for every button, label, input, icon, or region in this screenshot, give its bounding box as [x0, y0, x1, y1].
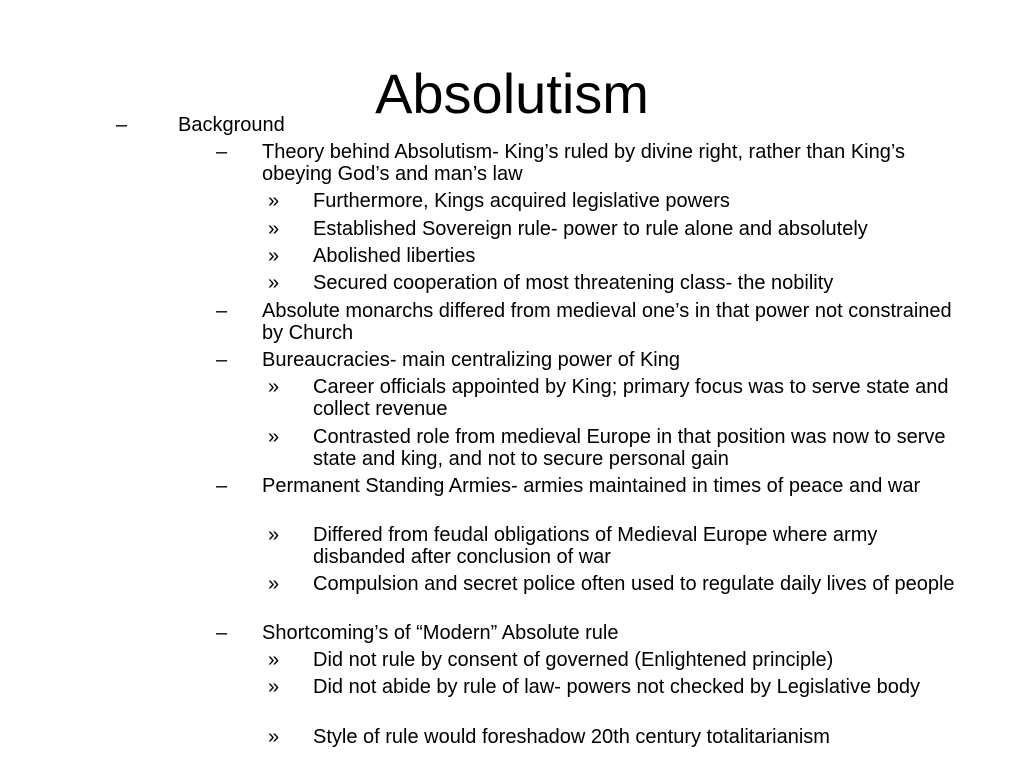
bullet-marker: » [268, 649, 280, 671]
list-item-text: Secured cooperation of most threatening class- the nobility [313, 272, 834, 294]
bullet-marker: » [268, 426, 280, 448]
list-item-text: Permanent Standing Armies- armies maintained in times of peace and war [262, 475, 921, 497]
list-item-text: Did not rule by consent of governed (Enlightened principle) [313, 649, 834, 671]
list-item-text: Theory behind Absolutism- King’s ruled by divine right, rather than King’s obeying God’s and man’s law [262, 141, 905, 185]
list-item-text: Contrasted role from medieval Europe in that position was now to serve state and king, and not to secure personal gain [313, 426, 946, 470]
bullet-marker: » [268, 573, 280, 595]
bullet-marker: – [216, 622, 228, 644]
bullet-marker: » [268, 376, 280, 398]
slide-title: Absolutism [375, 62, 649, 125]
bullet-marker: – [216, 141, 228, 163]
bullet-marker: – [216, 349, 228, 371]
bullet-marker: » [268, 245, 280, 267]
list-item-text: Background [178, 114, 285, 136]
list-item-text: Furthermore, Kings acquired legislative powers [313, 190, 730, 212]
list-item-text: Style of rule would foreshadow 20th century totalitarianism [313, 726, 830, 748]
bullet-marker: » [268, 272, 280, 294]
bullet-marker: » [268, 190, 280, 212]
bullet-marker: » [268, 676, 280, 698]
list-item-text: Shortcoming’s of “Modern” Absolute rule [262, 622, 619, 644]
list-item-text: Established Sovereign rule- power to rule alone and absolutely [313, 218, 868, 240]
bullet-marker: – [116, 114, 128, 136]
list-item-text: Absolute monarchs differed from medieval one’s in that power not constrained by Church [262, 300, 952, 344]
list-item-text: Abolished liberties [313, 245, 476, 267]
list-item-text: Career officials appointed by King; primary focus was to serve state and collect revenue [313, 376, 949, 420]
bullet-marker: » [268, 218, 280, 240]
bullet-marker: » [268, 524, 280, 546]
list-item-text: Did not abide by rule of law- powers not checked by Legislative body [313, 676, 921, 698]
list-item-text: Compulsion and secret police often used to regulate daily lives of people [313, 573, 955, 595]
list-item-text: Differed from feudal obligations of Medieval Europe where army disbanded after conclusion of war [313, 524, 878, 568]
bullet-marker: – [216, 475, 228, 497]
bullet-marker: – [216, 300, 228, 322]
bullet-marker: » [268, 726, 280, 748]
list-item-text: Bureaucracies- main centralizing power of King [262, 349, 680, 371]
